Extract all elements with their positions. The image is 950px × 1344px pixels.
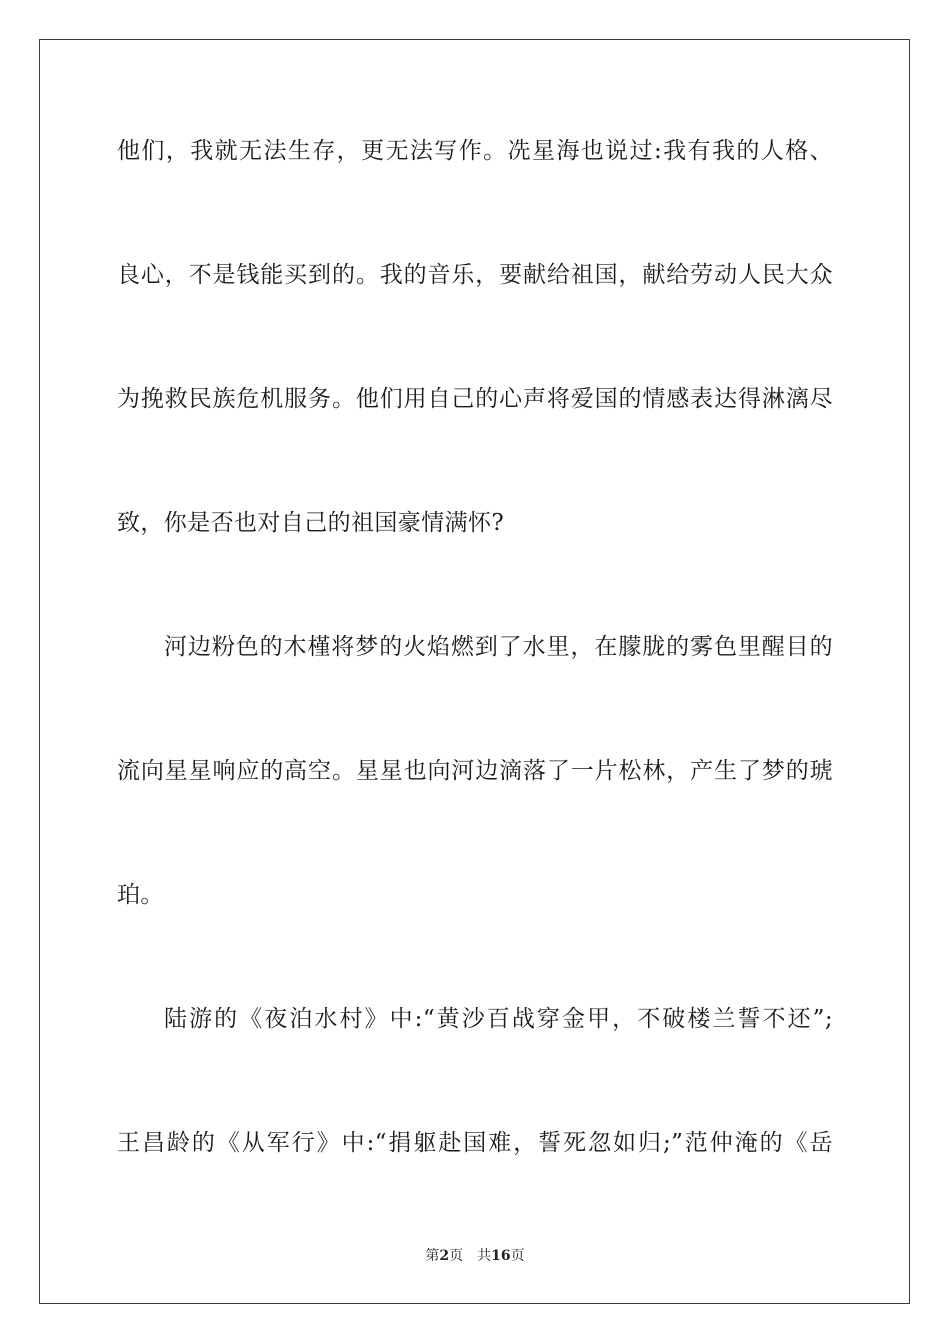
page-border (39, 39, 910, 1304)
text-line: 流向星星响应的高空。星星也向河边滴落了一片松林，产生了梦的琥 (117, 758, 833, 784)
text-line: 良心，不是钱能买到的。我的音乐，要献给祖国，献给劳动人民大众 (117, 262, 833, 288)
current-page-number: 2 (439, 1248, 450, 1264)
total-prefix: 共 (477, 1248, 492, 1264)
text-line: 致，你是否也对自己的祖国豪情满怀? (117, 510, 505, 536)
page-suffix: 页 (449, 1248, 464, 1264)
page-footer (0, 1247, 950, 1265)
total-pages-number: 16 (491, 1248, 511, 1264)
text-line: 河边粉色的木槿将梦的火焰燃到了水里，在朦胧的雾色里醒目的 (164, 634, 833, 660)
text-line: 王昌龄的《从军行》中:“捐躯赴国难，誓死忽如归;”范仲淹的《岳 (117, 1130, 833, 1156)
text-line: 陆游的《夜泊水村》中:“黄沙百战穿金甲，不破楼兰誓不还”; (164, 1006, 833, 1032)
text-line: 珀。 (117, 882, 164, 908)
text-line: 为挽救民族危机服务。他们用自己的心声将爱国的情感表达得淋漓尽 (117, 386, 833, 412)
page-prefix: 第 (425, 1248, 440, 1264)
text-line: 他们，我就无法生存，更无法写作。冼星海也说过:我有我的人格、 (117, 138, 833, 164)
total-suffix: 页 (510, 1248, 525, 1264)
